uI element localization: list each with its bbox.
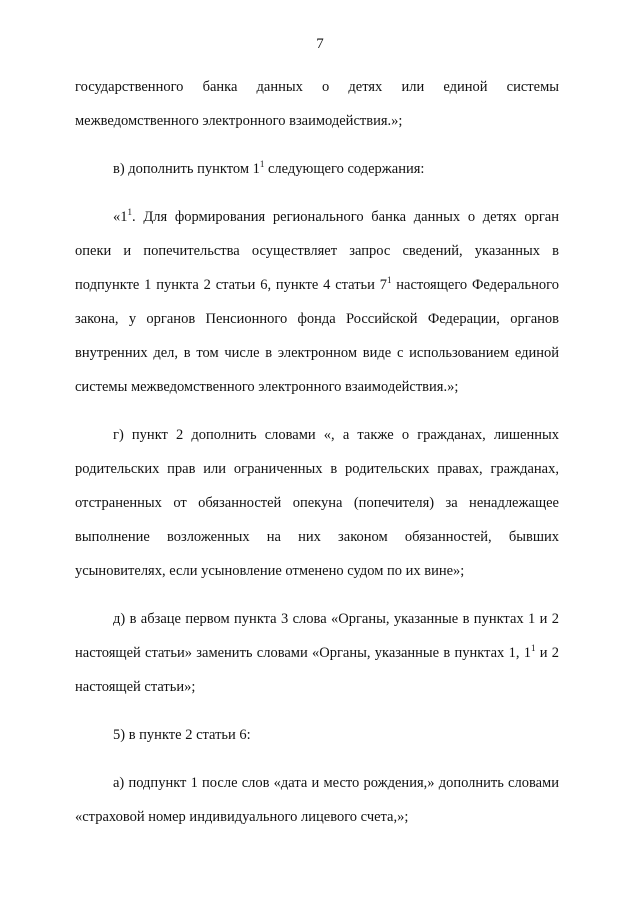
- point-1-1-open: «1: [113, 209, 128, 225]
- paragraph-continuation-line-2: межведомственного электронного взаимодействия.»;: [75, 113, 403, 129]
- paragraph-point-1-1: [75, 200, 559, 404]
- point-1-1-superscript: 1: [127, 207, 132, 217]
- item-v-superscript: 1: [259, 159, 265, 169]
- article-7-1-superscript: 1: [386, 275, 392, 285]
- point-1-1-text-part2: настоящего Федерального закона, у органов Пенсионного фонда Российской Федерации, органов внутренних дел, в том числе в электронном виде с использованием единой системы межведомственного электронного взаимодействия.»;: [75, 277, 559, 395]
- document-body: [75, 70, 559, 834]
- point-1-1-text-part1: . Для формирования регионального банка данных о детях орган опеки и попечительства осуществляет запрос сведений, указанных в подпункте 1 пункта 2 статьи 6, пункте 4 статьи 7: [75, 209, 559, 293]
- paragraph-item-g: г) пункт 2 дополнить словами «, а также о гражданах, лишенных родительских прав или ограниченных в родительских правах, гражданах, отстраненных от обязанностей опекуна (попечителя) за ненадлежащее выполнение возложенных на них законом обязанностей, бывших усыновителях, если усыновление отменено судом по их вине»;: [75, 427, 559, 579]
- paragraph-continuation-line-1: государственного банка данных о детях или единой системы: [75, 79, 559, 95]
- page-number: 7: [316, 36, 324, 52]
- item-d-superscript: 1: [530, 643, 536, 653]
- paragraph-item-5: 5) в пункте 2 статьи 6:: [113, 727, 251, 743]
- item-d-text-part1: д) в абзаце первом пункта 3 слова «Органы, указанные в пунктах 1 и 2 настоящей статьи» заменить словами «Органы, указанные в пунктах 1, 1: [75, 611, 559, 661]
- item-d-text-part2: и 2 настоящей статьи»;: [75, 645, 560, 695]
- paragraph-item-v: [75, 152, 559, 186]
- item-v-text-after: следующего содержания:: [264, 161, 425, 177]
- item-v-text-before: в) дополнить пунктом 1: [113, 161, 260, 177]
- paragraph-item-a: а) подпункт 1 после слов «дата и место рождения,» дополнить словами «страховой номер индивидуального лицевого счета,»;: [75, 775, 559, 825]
- paragraph-item-d: [75, 602, 559, 704]
